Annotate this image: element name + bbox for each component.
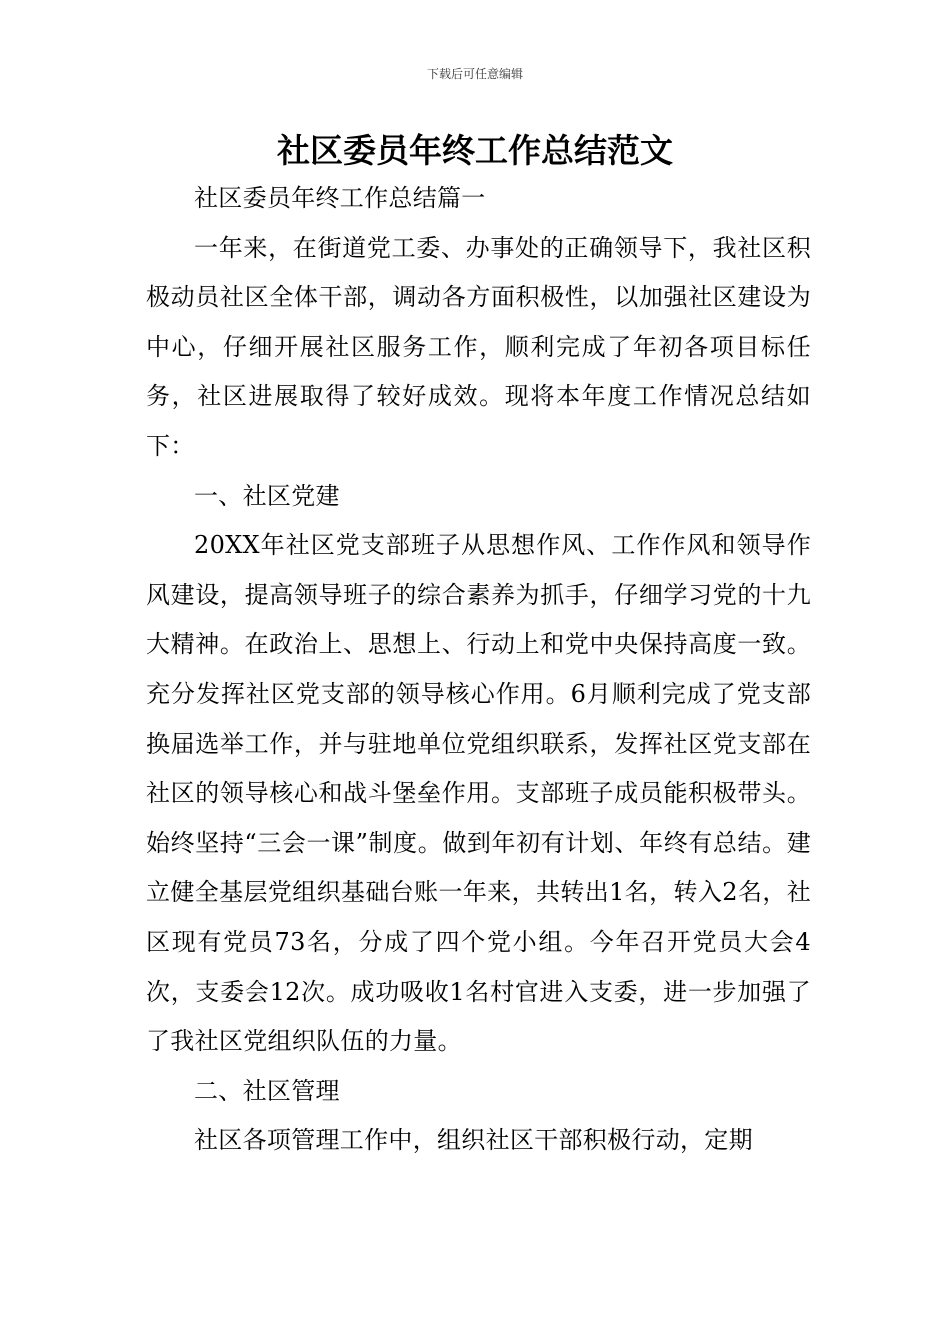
community-management-paragraph: 社区各项管理工作中，组织社区干部积极行动，定期: [194, 1126, 753, 1155]
party-building-paragraph: 20XX年社区党支部班子从思想作风、工作作风和领导作风建设，提高领导班子的综合素养为抓手，仔细学习党的十九大精神。在政治上、思想上、行动上和党中央保持高度一致。充分发挥社区党支部的领导核心作用。6月顺利完成了党支部换届选举工作，并与驻地单位党组织联系，发挥社区党支部在社区的领导核心和战斗堡垒作用。支部班子成员能积极带头。始终坚持“三会一课”制度。做到年初有计划、年终有总结。建立健全基层党组织基础台账一年来，共转出1名，转入2名，社区现有党员73名，分成了四个党小组。今年召开党员大会4次，支委会12次。成功吸收1名村官进入支委，进一步加强了了我社区党组织队伍的力量。: [146, 531, 811, 1056]
document-body: [146, 174, 811, 1166]
section-heading-community-management: 二、社区管理: [194, 1076, 340, 1105]
section-heading-party-building: 一、社区党建: [194, 481, 340, 510]
document-title: 社区委员年终工作总结范文: [277, 131, 673, 170]
section-subtitle: 社区委员年终工作总结篇一: [194, 184, 486, 212]
header-note: 下载后可任意编辑: [426, 67, 523, 81]
intro-paragraph: 一年来，在街道党工委、办事处的正确领导下，我社区积极动员社区全体干部，调动各方面积极性，以加强社区建设为中心，仔细开展社区服务工作，顺利完成了年初各项目标任务，社区进展取得了较好成效。现将本年度工作情况总结如下：: [146, 233, 811, 460]
